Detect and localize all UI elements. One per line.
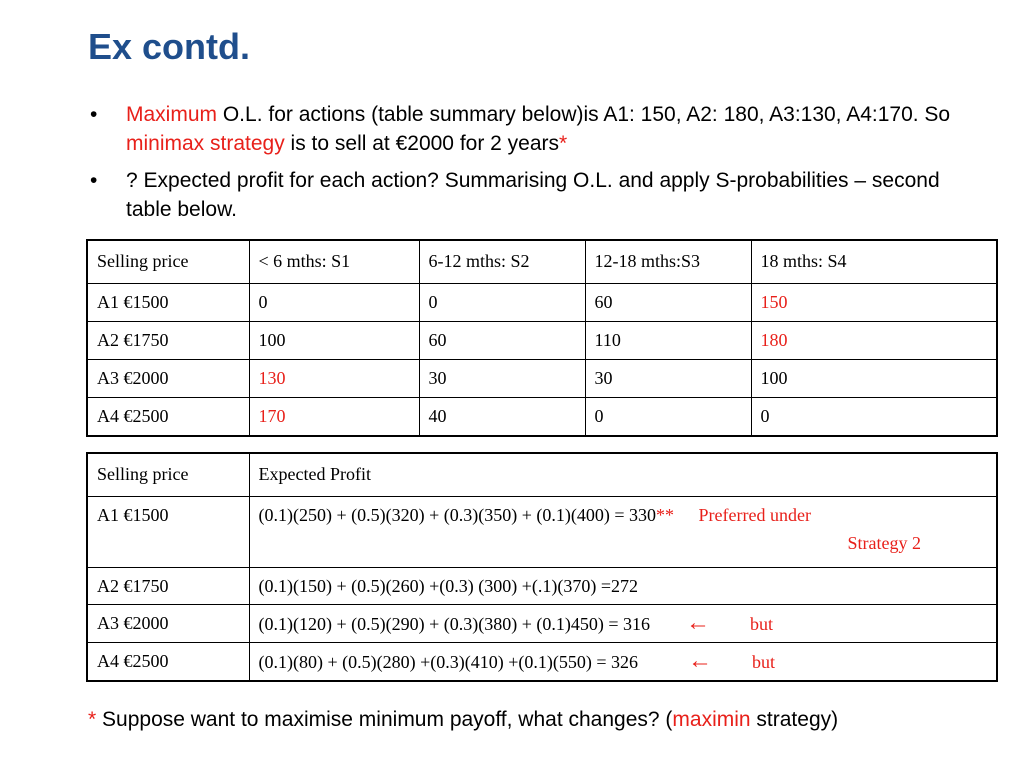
maximin-label: maximin: [672, 708, 751, 731]
table-row: [87, 643, 997, 682]
formula-text: (0.1)(120) + (0.5)(290) + (0.3)(380) + (0.1)450) = 316: [258, 614, 651, 634]
row-label: A2 €1750: [87, 568, 249, 605]
table-cell-max: 130: [249, 360, 419, 398]
expected-profit-table: [86, 452, 998, 682]
minimax-strategy-label: minimax strategy: [126, 132, 285, 155]
bullet-2-text: ? Expected profit for each action? Summarising O.L. and apply S-probabilities – second table below.: [126, 169, 940, 221]
table-cell-max: 150: [751, 284, 997, 322]
header-cell: Selling price: [87, 240, 249, 284]
table-cell: 0: [585, 398, 751, 437]
footnote-star: *: [88, 708, 97, 731]
table-row: [87, 398, 997, 437]
table-cell-max: 180: [751, 322, 997, 360]
header-cell: 18 mths: S4: [751, 240, 997, 284]
table-header-row: [87, 453, 997, 497]
header-cell: < 6 mths: S1: [249, 240, 419, 284]
footnote-text-b: strategy): [750, 708, 839, 731]
header-cell: 6-12 mths: S2: [419, 240, 585, 284]
but-note: but: [750, 614, 774, 634]
table-header-row: [87, 240, 997, 284]
table-cell: 30: [585, 360, 751, 398]
row-label: A4 €2500: [87, 398, 249, 437]
bullet-item-2: [90, 166, 970, 224]
strategy-note: Strategy 2: [847, 533, 921, 553]
left-arrow-icon: ←: [688, 648, 713, 674]
table-cell: 0: [751, 398, 997, 437]
table-cell: 0: [249, 284, 419, 322]
formula-cell: [249, 643, 997, 682]
left-arrow-icon: ←: [686, 610, 711, 636]
formula-cell: [249, 497, 997, 568]
slide-title: Ex contd.: [88, 26, 251, 67]
table-row: [87, 605, 997, 643]
bullet-1-text-b: is to sell at €2000 for 2 years: [284, 132, 560, 155]
formula-cell: [249, 605, 997, 643]
but-note: but: [752, 652, 776, 672]
table-row: [87, 568, 997, 605]
table-cell-max: 170: [249, 398, 419, 437]
header-cell: Selling price: [87, 453, 249, 497]
table-row: [87, 497, 997, 568]
table-cell: 0: [419, 284, 585, 322]
maximum-label: Maximum: [126, 103, 218, 126]
footnote-text-a: Suppose want to maximise minimum payoff, what changes? (: [96, 708, 673, 731]
row-label: A1 €1500: [87, 497, 249, 568]
table-cell: 40: [419, 398, 585, 437]
row-label: A4 €2500: [87, 643, 249, 682]
table-cell: 100: [249, 322, 419, 360]
row-label: A1 €1500: [87, 284, 249, 322]
table-row: [87, 360, 997, 398]
bullet-dot: •: [90, 103, 98, 126]
bullet-list: [90, 100, 970, 232]
formula-text: (0.1)(80) + (0.5)(280) +(0.3)(410) +(0.1)(550) = 326: [258, 652, 639, 672]
table-cell: 30: [419, 360, 585, 398]
table-cell: 100: [751, 360, 997, 398]
table-cell: 60: [419, 322, 585, 360]
bullet-1-text-a: O.L. for actions (table summary below)is A1: 150, A2: 180, A3:130, A4:170. So: [217, 103, 951, 126]
table-row: [87, 284, 997, 322]
header-cell: Expected Profit: [249, 453, 997, 497]
table-cell: 60: [585, 284, 751, 322]
table-cell: 110: [585, 322, 751, 360]
formula-text: (0.1)(250) + (0.5)(320) + (0.3)(350) + (0.1)(400) = 330: [258, 505, 657, 525]
row-label: A2 €1750: [87, 322, 249, 360]
footnote: [88, 708, 838, 732]
header-cell: 12-18 mths:S3: [585, 240, 751, 284]
row-label: A3 €2000: [87, 360, 249, 398]
opportunity-loss-table: [86, 239, 998, 437]
preferred-note: Preferred under: [698, 505, 811, 525]
double-star: **: [656, 505, 675, 525]
row-label: A3 €2000: [87, 605, 249, 643]
footnote-star: *: [559, 132, 568, 155]
bullet-dot: •: [90, 169, 98, 192]
bullet-item-1: [90, 100, 970, 158]
formula-cell: (0.1)(150) + (0.5)(260) +(0.3) (300) +(.1)(370) =272: [249, 568, 997, 605]
table-row: [87, 322, 997, 360]
